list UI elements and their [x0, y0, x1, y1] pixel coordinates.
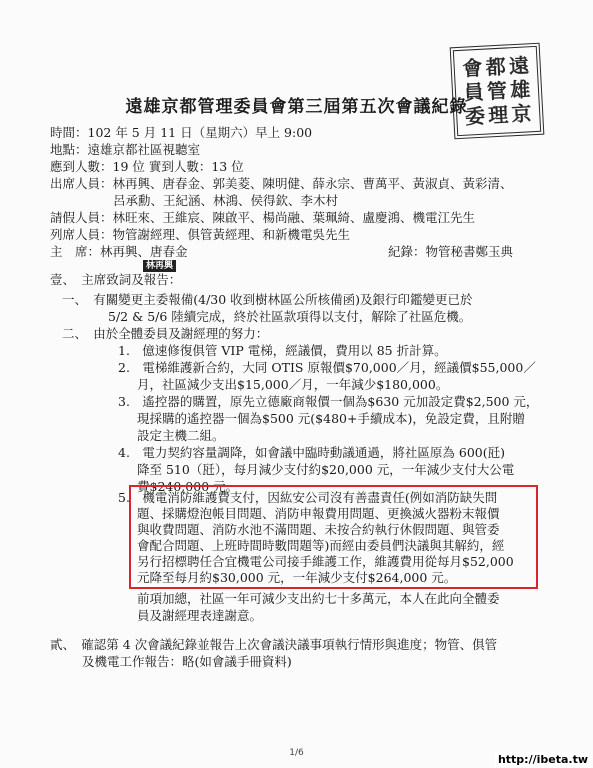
watermark: http://ibeta.tw: [495, 752, 591, 767]
sub-item-4-line-1: 4. 電力契約容量調降，如會議中臨時動議通過，將社區原為 600(瓩): [118, 445, 506, 460]
meeting-time: 時間：102 年 5 月 11 日（星期六）早上 9:00: [50, 125, 313, 140]
sub-item-5-line-3: 與收費問題、消防水池不滿問題、未按合約執行休假問題、與管委: [137, 522, 500, 537]
sub-item-3-line-1: 3. 遙控器的購置，原先立德廠商報價一個為$630 元加設定費$2,500 元，: [118, 394, 539, 409]
recorder: 紀錄：物管秘書鄭玉典: [388, 244, 514, 259]
sub-item-5-line-6: 元降至每月約$30,000 元，一年減少支付$264,000 元。: [137, 570, 457, 585]
observers: 列席人員：物管謝經理、俱管黃經理、和新機電吳先生: [50, 227, 351, 242]
sub-item-5-line-2: 題、採購燈泡帳目問題、消防申報費用問題、更換滅火器粉末報價: [137, 506, 500, 521]
page-number: 1/6: [289, 748, 304, 758]
signature-stamp: 林再興: [143, 260, 176, 272]
sub-item-4-line-3: 費$240,000 元。: [137, 479, 239, 494]
sub-item-4-line-2: 降至 510（瓩），每月減少支付約$20,000 元，一年減少支付大公電: [137, 462, 515, 477]
sub-item-5-line-4: 會配合問題、上班時間時數問題等)而經由委員們決議與其解約，經: [137, 538, 505, 553]
meeting-chair: 主 席：林再興、唐春金: [50, 244, 188, 259]
section-2-line-2: 及機電工作報告：略(如會議手冊資料): [82, 654, 292, 669]
section-2-line-1: 貳、 確認第 4 次會議紀錄並報告上次會議決議事項執行情形與進度；物管、俱管: [50, 637, 498, 652]
section-1-heading: 壹、 主席致詞及報告：: [50, 272, 182, 287]
sub-item-5-line-5: 另行招標聘任合宜機電公司接手維護工作，維護費用從每月$52,000: [137, 554, 514, 569]
attendees-line-1: 出席人員：林再興、唐春金、郭美菱、陳明健、薛永宗、曹萬平、黃淑貞、黃彩清、: [50, 176, 513, 191]
document-title: 遠雄京都管理委員會第三屆第五次會議紀錄: [125, 97, 468, 117]
closing-line-2: 員及謝經理表達謝意。: [137, 608, 263, 623]
sub-item-5-line-1: 5. 機電消防維護費支付，因紘安公司沒有善盡責任(例如消防缺失問: [118, 490, 498, 505]
sub-item-2-line-1: 2. 電梯維護新合約，大同 OTIS 原報價$70,000／月，經議價$55,000／: [118, 360, 536, 375]
sub-item-2-line-2: 月，社區減少支出$15,000／月，一年減少$180,000。: [137, 377, 449, 392]
sub-item-3-line-2: 現採購的遙控器一個為$500 元($480+手續成本)，免設定費，且附贈: [137, 411, 525, 426]
committee-seal: 會 都 遠 員 管 雄 委 理 京: [450, 43, 545, 140]
section-1-item-2: 二、 由於全體委員及謝經理的努力：: [62, 326, 269, 341]
sub-item-3-line-3: 設定主機二組。: [137, 428, 225, 443]
section-1-item-1-line-2: 5/2 & 5/6 陸續完成，終於社區款項得以支付，解除了社區危機。: [108, 309, 472, 324]
section-1-item-1-line-1: 一、 有關變更主委報備(4/30 收到樹林區公所核備函)及銀行印鑑變更已於: [62, 292, 473, 307]
sub-item-1: 1. 億速修復俱管 VIP 電梯，經議價，費用以 85 折計算。: [118, 343, 447, 358]
closing-line-1: 前項加總，社區一年可減少支出約七十多萬元，本人在此向全體委: [137, 591, 500, 606]
absent-members: 請假人員：林旺來、王維宸、陳啟平、楊尚融、葉珮綺、盧慶鴻、機電江先生: [50, 210, 476, 225]
meeting-location: 地點：遠雄京都社區視聽室: [50, 142, 201, 157]
attendance-count: 應到人數：19 位 實到人數：13 位: [50, 159, 244, 174]
attendees-line-2: 呂承勳、王紀涵、林鴻、侯得欽、李木村: [113, 193, 339, 208]
